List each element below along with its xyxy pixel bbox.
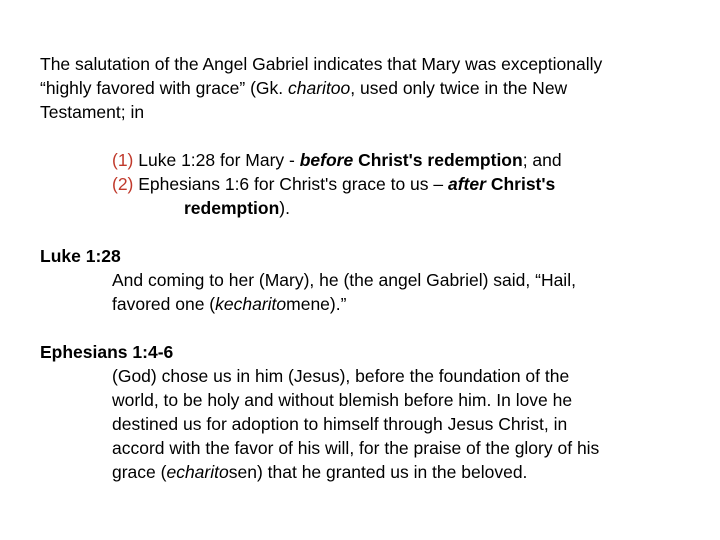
intro-line-2-end: , used only twice in the New	[350, 78, 568, 98]
luke-quote	[112, 268, 672, 316]
intro-line-1: The salutation of the Angel Gabriel indicates that Mary was exceptionally	[40, 54, 603, 74]
reference-2-after: after	[448, 174, 486, 194]
ephesians-quote-line-5-start: grace (	[112, 462, 167, 482]
references-list	[112, 148, 702, 220]
ephesians-quote-line-2: world, to be holy and without blemish before him. In love he	[112, 390, 573, 410]
intro-line-2-start: “highly favored with grace” (Gk.	[40, 78, 289, 98]
ephesians-quote-line-4: accord with the favor of his will, for the praise of the glory of his	[112, 438, 600, 458]
luke-quote-line-1: And coming to her (Mary), he (the angel Gabriel) said, “Hail,	[112, 270, 576, 290]
reference-1-number: (1)	[112, 150, 134, 170]
reference-2-christs: Christ's	[490, 174, 556, 194]
greek-term-kecharito: kecharito	[215, 294, 287, 314]
reference-2-redemption: redemption	[184, 198, 280, 218]
ephesians-quote	[112, 364, 677, 484]
greek-term-echarito: echarito	[166, 462, 229, 482]
ephesians-quote-line-3: destined us for adoption to himself through Jesus Christ, in	[112, 414, 568, 434]
reference-1-tail: ; and	[522, 150, 562, 170]
reference-1-before: before	[299, 150, 354, 170]
luke-quote-line-2-end: mene).”	[286, 294, 347, 314]
ephesians-quote-line-5-end: sen) that he granted us in the beloved.	[228, 462, 528, 482]
ephesians-heading: Ephesians 1:4-6	[40, 342, 174, 362]
greek-term-charitoo: charitoo	[288, 78, 351, 98]
intro-line-3: Testament; in	[40, 102, 145, 122]
ephesians-quote-line-1: (God) chose us in him (Jesus), before the foundation of the	[112, 366, 570, 386]
reference-1	[112, 148, 702, 172]
reference-2-continuation	[112, 196, 702, 220]
reference-1-text: Luke 1:28 for Mary -	[133, 150, 300, 170]
intro-paragraph	[40, 52, 710, 124]
reference-1-redemption: Christ's redemption	[358, 150, 523, 170]
reference-2	[112, 172, 702, 196]
reference-2-number: (2)	[112, 174, 134, 194]
luke-heading: Luke 1:28	[40, 246, 121, 266]
reference-2-text: Ephesians 1:6 for Christ's grace to us –	[133, 174, 448, 194]
reference-2-tail: ).	[279, 198, 290, 218]
luke-quote-line-2-start: favored one (	[112, 294, 216, 314]
